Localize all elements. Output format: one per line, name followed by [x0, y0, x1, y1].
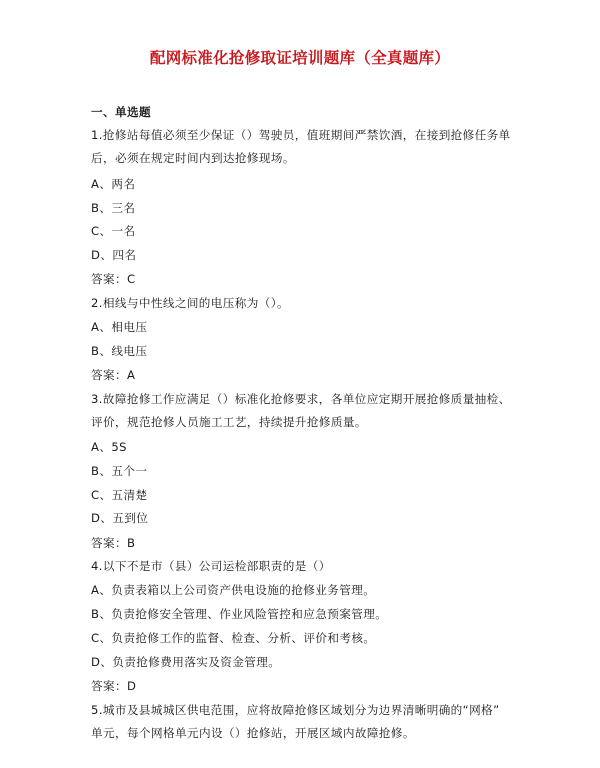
question-3-option-d: D、五到位 [91, 511, 149, 525]
question-2-stem-line-1: 2.相线与中性线之间的电压称为（）。 [91, 296, 289, 310]
question-4-option-b: B、负责抢修安全管理、作业风险管控和应急预案管理。 [91, 607, 388, 621]
question-3-stem-line-2: 评价，规范抢修人员施工工艺，持续提升抢修质量。 [91, 415, 367, 429]
question-5-stem-line-2: 单元，每个网格单元内设（）抢修站，开展区域内故障抢修。 [91, 726, 415, 740]
section-heading: 一、单选题 [91, 105, 151, 119]
document-title: 配网标准化抢修取证培训题库（全真题库） [149, 49, 451, 67]
question-2-option-b: B、线电压 [91, 344, 148, 358]
question-1-option-d: D、四名 [91, 248, 137, 262]
question-3-answer: 答案：B [91, 536, 136, 550]
question-1-stem-line-1: 1.抢修站每值必须至少保证（）驾驶员，值班期间严禁饮酒，在接到抢修任务单 [91, 128, 511, 142]
question-5-stem-line-1: 5.城市及县城城区供电范围，应将故障抢修区域划分为边界清晰明确的“网格” [91, 703, 500, 717]
question-2-option-a: A、相电压 [91, 320, 148, 334]
question-1-option-c: C、一名 [91, 224, 136, 238]
question-4-option-c: C、负责抢修工作的监督、检查、分析、评价和考核。 [91, 631, 376, 645]
question-1-stem-line-2: 后，必须在规定时间内到达抢修现场。 [91, 151, 295, 165]
question-4-option-d: D、负责抢修费用落实及资金管理。 [91, 655, 281, 669]
question-3-option-a: A、5S [91, 440, 127, 454]
question-4-option-a: A、负责表箱以上公司资产供电设施的抢修业务管理。 [91, 583, 376, 597]
question-1-option-a: A、两名 [91, 177, 136, 191]
question-1-option-b: B、三名 [91, 201, 136, 215]
question-4-stem-line-1: 4.以下不是市（县）公司运检部职责的是（） [91, 559, 331, 573]
question-3-stem-line-1: 3.故障抢修工作应满足（）标准化抢修要求，各单位应定期开展抢修质量抽检、 [91, 392, 511, 406]
question-2-answer: 答案：A [91, 368, 136, 382]
question-1-answer: 答案：C [91, 272, 136, 286]
question-4-answer: 答案：D [91, 679, 137, 693]
question-3-option-c: C、五清楚 [91, 488, 148, 502]
question-3-option-b: B、五个一 [91, 464, 148, 478]
